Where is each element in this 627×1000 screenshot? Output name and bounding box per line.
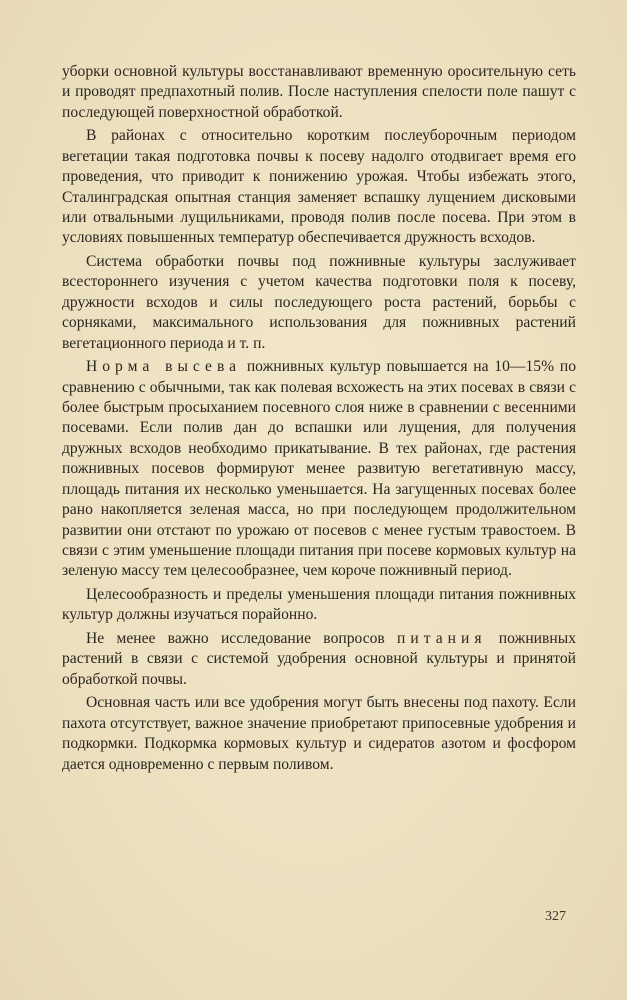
paragraph-continued: уборки основной культуры восстанавливают временную оросительную сеть и проводят предпахотный полив. После наступления спелости поле пашут с последующей поверхностной обработкой. (62, 63, 576, 121)
paragraph-nutrition (62, 629, 576, 690)
body-text (62, 62, 576, 778)
paragraph-seeding-rate (62, 357, 576, 581)
spaced-term-norma: Норма высева (86, 358, 242, 376)
paragraph-soil-system: Система обработки почвы под пожнивные культуры заслуживает всестороннего изучения с учетом качества подготовки поля к посеву, дружности всходов и силы последующего роста растений, борьбы с сорняками, максимального использования для пожнивных растений вегетационного периода и т. п. (62, 253, 576, 352)
paragraph-short-vegetation: В районах с относительно коротким послеуборочным периодом вегетации такая подготовка почвы к посеву надолго отодвигает время его проведения, что приводит к понижению урожая. Чтобы избежать этого, Сталинградская опытная станция заменяет вспашку лущением дисковыми или отвальными лущильниками, проводя полив после посева. При этом в условиях повышенных температур обеспечивается дружность всходов. (62, 127, 576, 247)
seeding-rate-text: пожнивных культур повышается на 10—15% по сравнению с обычными, так как полевая всхожесть на этих посевах в связи с более быстрым просыханием посевного слоя ниже в сравнении с весенними посевами. Если полив дан до вспашки или лущения, для получения дружных всходов необходимо прикатывание. В тех районах, где растения пожнивных посевов формируют менее развитую вегетативную массу, площадь питания их несколько уменьшается. На загущенных посевах более рано накопляется зеленая масса, но при последующем продолжительном развитии они отстают по урожаю от посевов с менее густым травостоем. В связи с этим уменьшение площади питания при посеве кормовых культур на зеленую массу тем целесообразнее, чем короче пожнивный период. (62, 358, 577, 580)
page-number: 327 (545, 909, 566, 924)
nutrition-text-before: Не менее важно исследование вопросов (86, 629, 398, 647)
paragraph-expediency: Целесообразность и пределы уменьшения площади питания пожнивных культур должны изучаться порайонно. (62, 585, 576, 624)
paragraph-fertilizers: Основная часть или все удобрения могут быть внесены под пахоту. Если пахота отсутствует, важное значение приобретают припосевные удобрения и подкормки. Подкормка кормовых культур и сидератов азотом и фосфором дается одновременно с первым поливом. (62, 694, 576, 773)
spaced-term-pitania: питания (397, 629, 487, 647)
nutrition-text-after: пожнивных растений в связи с системой удобрения основной культуры и принятой обработкой почвы. (62, 629, 576, 688)
